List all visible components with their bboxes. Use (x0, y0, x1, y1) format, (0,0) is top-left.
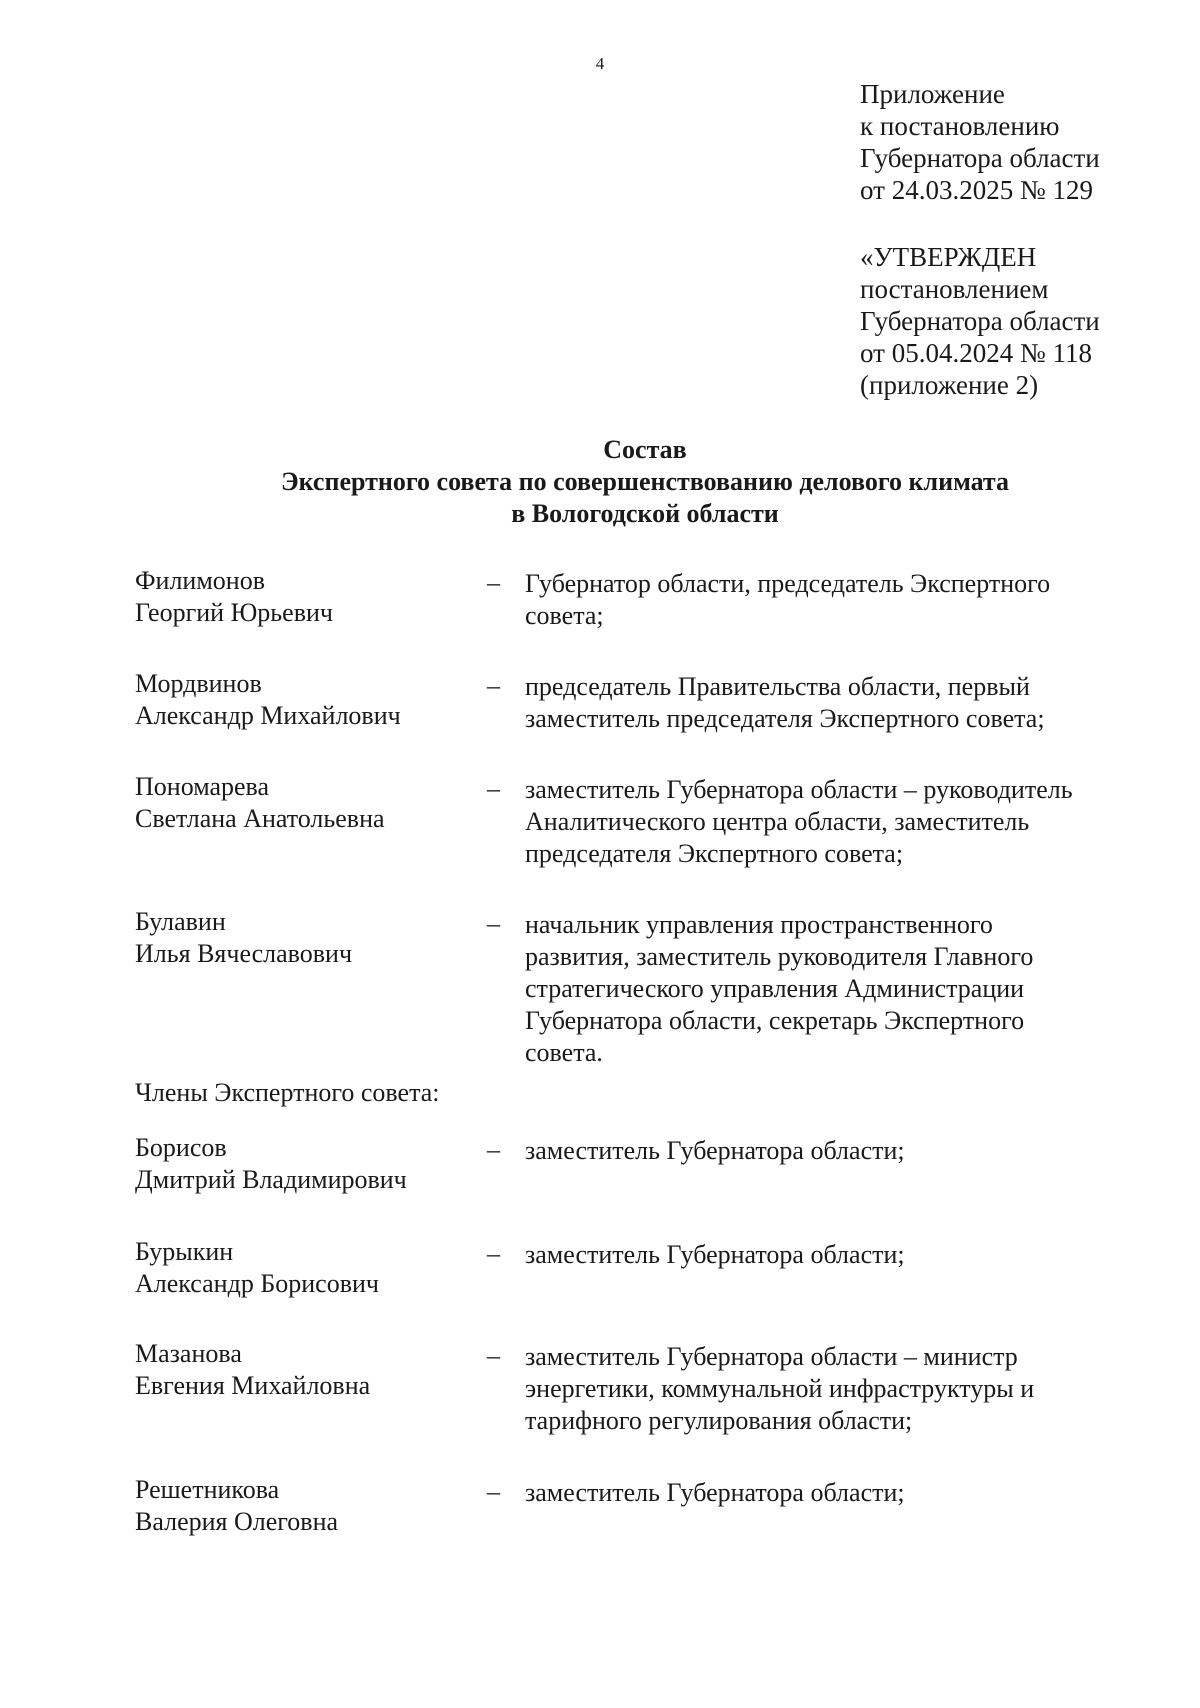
heading-line: в Вологодской области (511, 499, 779, 528)
approved-line: постановлением (860, 274, 1049, 304)
heading-line: Состав (603, 435, 687, 464)
given-names: Дмитрий Владимирович (135, 1165, 407, 1194)
dash-separator: – (487, 774, 500, 803)
position-line: заместитель Губернатора области; (525, 1136, 905, 1165)
given-names: Александр Борисович (135, 1269, 379, 1298)
position-line: Аналитического центра области, заместитель (525, 807, 1030, 836)
position-line: стратегического управления Администрации (525, 974, 1025, 1003)
member-position (525, 671, 1145, 735)
member-name (135, 1236, 475, 1300)
surname: Мазанова (135, 1339, 242, 1368)
position-line: начальник управления пространственного (525, 910, 993, 939)
surname: Бурыкин (135, 1237, 234, 1266)
dash-separator: – (487, 1239, 500, 1268)
dash-separator: – (487, 909, 500, 938)
given-names: Георгий Юрьевич (135, 598, 333, 627)
member-position (525, 774, 1145, 870)
member-position (525, 1341, 1145, 1437)
given-names: Александр Михайлович (135, 701, 401, 730)
given-names: Светлана Анатольевна (135, 804, 385, 833)
position-line: совета. (525, 1038, 603, 1067)
position-line: председатель Правительства области, первый (525, 672, 1030, 701)
given-names: Валерия Олеговна (135, 1507, 339, 1536)
approved-line: (приложение 2) (860, 370, 1039, 400)
members-section-label: Члены Экспертного совета: (135, 1078, 440, 1107)
dash-separator: – (487, 1341, 500, 1370)
surname: Филимонов (135, 566, 265, 595)
member-name (135, 771, 475, 835)
member-name (135, 906, 475, 970)
member-position (525, 1135, 1145, 1167)
member-name (135, 668, 475, 732)
position-line: председателя Экспертного совета; (525, 839, 904, 868)
appendix-line: Губернатора области (860, 143, 1100, 173)
member-name (135, 1474, 475, 1538)
dash-separator: – (487, 1135, 500, 1164)
appendix-line: от 24.03.2025 № 129 (860, 175, 1093, 205)
member-name (135, 1132, 475, 1196)
heading-line: Экспертного совета по совершенствованию делового климата (280, 467, 1010, 496)
approved-block (860, 241, 1100, 401)
position-line: заместитель Губернатора области – руководитель (525, 775, 1073, 804)
surname: Булавин (135, 907, 226, 936)
position-line: заместитель Губернатора области; (525, 1478, 905, 1507)
position-line: заместитель Губернатора области; (525, 1240, 905, 1269)
appendix-block (860, 78, 1100, 206)
page-number: 4 (595, 54, 605, 73)
surname: Пономарева (135, 772, 270, 801)
approved-line: «УТВЕРЖДЕН (860, 242, 1037, 272)
document-heading (0, 434, 1200, 530)
position-line: тарифного регулирования области; (525, 1406, 913, 1435)
dash-separator: – (487, 671, 500, 700)
member-position (525, 1239, 1145, 1271)
position-line: заместитель Губернатора области – министр (525, 1342, 1018, 1371)
appendix-line: к постановлению (860, 111, 1060, 141)
position-line: Губернатора области, секретарь Экспертного (525, 1006, 1025, 1035)
given-names: Илья Вячеславович (135, 939, 353, 968)
approved-line: Губернатора области (860, 306, 1100, 336)
appendix-line: Приложение (860, 79, 1005, 109)
given-names: Евгения Михайловна (135, 1371, 371, 1400)
approved-line: от 05.04.2024 № 118 (860, 338, 1092, 368)
member-position (525, 909, 1145, 1069)
surname: Решетникова (135, 1475, 280, 1504)
surname: Борисов (135, 1133, 227, 1162)
member-position (525, 1477, 1145, 1509)
member-position (525, 568, 1145, 632)
position-line: энергетики, коммунальной инфраструктуры и (525, 1374, 1035, 1403)
dash-separator: – (487, 568, 500, 597)
position-line: совета; (525, 601, 604, 630)
position-line: Губернатор области, председатель Экспертного (525, 569, 1051, 598)
dash-separator: – (487, 1477, 500, 1506)
surname: Мордвинов (135, 669, 262, 698)
member-name (135, 565, 475, 629)
position-line: заместитель председателя Экспертного совета; (525, 704, 1045, 733)
position-line: развития, заместитель руководителя Главного (525, 942, 1034, 971)
member-name (135, 1338, 475, 1402)
